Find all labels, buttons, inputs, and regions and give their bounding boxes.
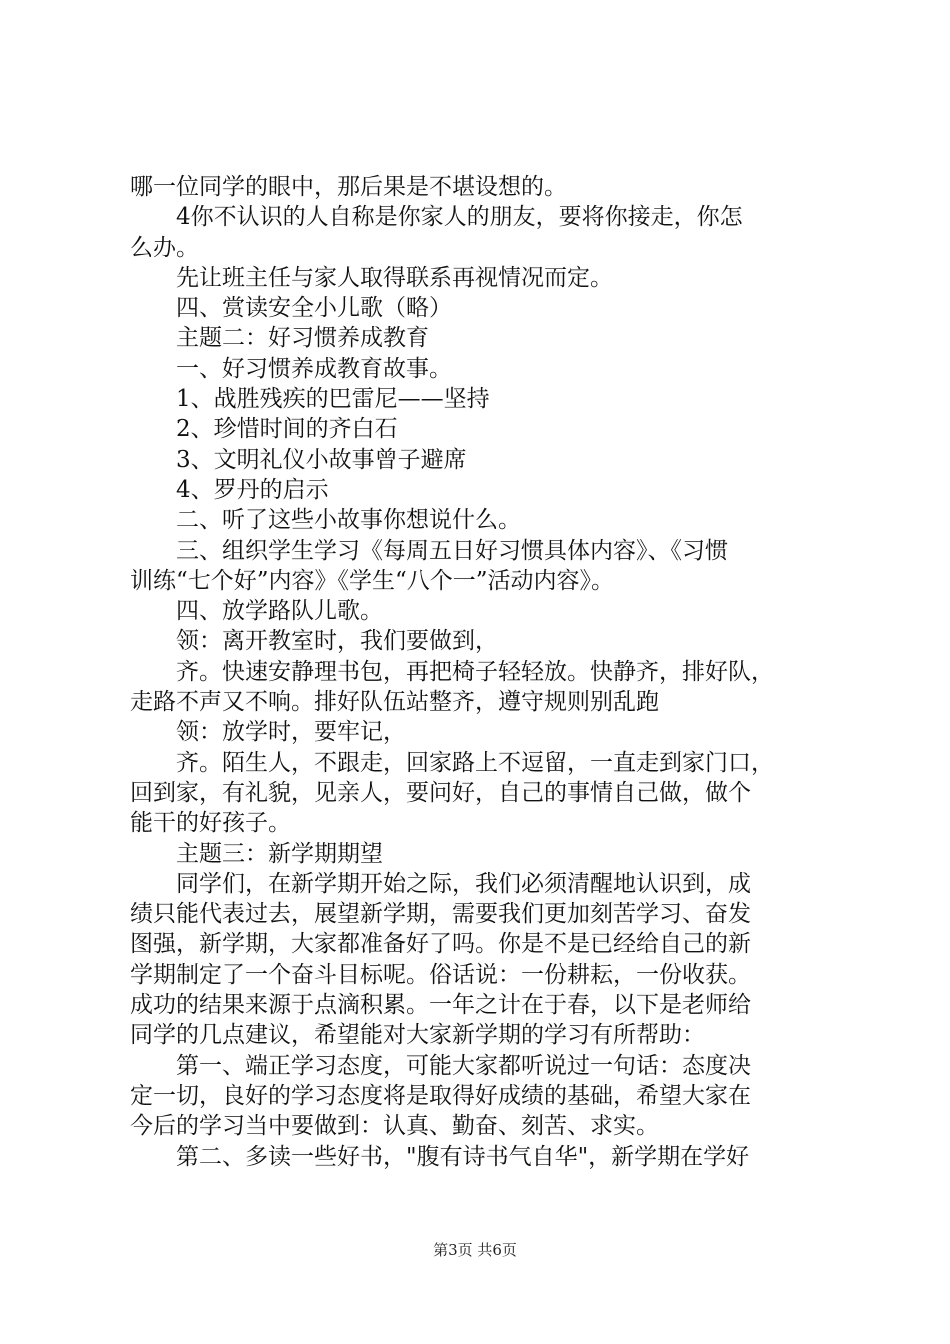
text-line: 成功的结果来源于点滴积累。一年之计在于春，以下是老师给: [130, 992, 751, 1019]
list-item: 4、罗丹的启示: [176, 476, 329, 503]
text-line: 领：离开教室时，我们要做到，: [176, 628, 498, 655]
text-line: 齐。快速安静理书包，再把椅子轻轻放。快静齐，排好队，: [176, 658, 774, 685]
text-line: 第二、多读一些好书，"腹有诗书气自华"，新学期在学好: [176, 1143, 750, 1170]
text-line: 同学的几点建议，希望能对大家新学期的学习有所帮助：: [130, 1022, 705, 1049]
section-heading: 四、赏读安全小儿歌（略）: [176, 295, 452, 322]
text-line: 先让班主任与家人取得联系再视情况而定。: [176, 264, 613, 291]
theme-heading: 主题二：好习惯养成教育: [176, 325, 429, 352]
text-line: 定一切，良好的学习态度将是取得好成绩的基础，希望大家在: [130, 1082, 751, 1109]
document-body: [130, 172, 835, 1172]
text-line: 回到家，有礼貌，见亲人，要问好，自己的事情自己做，做个: [130, 779, 751, 806]
section-heading: 一、好习惯养成教育故事。: [176, 355, 452, 382]
text-line: 领：放学时，要牢记，: [176, 719, 406, 746]
text-line: 能干的好孩子。: [130, 810, 291, 837]
section-heading: 二、听了这些小故事你想说什么。: [176, 507, 521, 534]
text-line: 绩只能代表过去，展望新学期，需要我们更加刻苦学习、奋发: [130, 901, 751, 928]
list-item: 3、文明礼仪小故事曾子避席: [176, 446, 467, 473]
text-line: 么办。: [130, 234, 199, 261]
list-item: 1、战胜残疾的巴雷尼——坚持: [176, 386, 490, 413]
section-heading: 四、放学路队儿歌。: [176, 598, 383, 625]
list-item: 2、珍惜时间的齐白石: [176, 416, 398, 443]
text-line: 今后的学习当中要做到：认真、勤奋、刻苦、求实。: [130, 1113, 659, 1140]
page-footer: [0, 1240, 950, 1260]
page-number-label: 第3页 共6页: [433, 1241, 517, 1259]
text-line: 齐。陌生人，不跟走，回家路上不逗留，一直走到家门口，: [176, 749, 774, 776]
text-line: 走路不声又不响。排好队伍站整齐，遵守规则别乱跑: [130, 689, 659, 716]
text-line: 4你不认识的人自称是你家人的朋友，要将你接走，你怎: [176, 204, 743, 231]
text-line: 同学们，在新学期开始之际，我们必须清醒地认识到，成: [176, 870, 751, 897]
text-line: 学期制定了一个奋斗目标呢。俗话说：一份耕耘，一份收获。: [130, 961, 751, 988]
theme-heading: 主题三：新学期期望: [176, 840, 383, 867]
section-heading: 三、组织学生学习《每周五日好习惯具体内容》、《习惯: [176, 537, 728, 564]
text-line: 第一、端正学习态度，可能大家都听说过一句话：态度决: [176, 1052, 751, 1079]
text-line: 图强，新学期，大家都准备好了吗。你是不是已经给自己的新: [130, 931, 751, 958]
text-line: 训练“七个好”内容》《学生“八个一”活动内容》。: [130, 567, 615, 594]
text-line: 哪一位同学的眼中，那后果是不堪设想的。: [130, 174, 567, 200]
